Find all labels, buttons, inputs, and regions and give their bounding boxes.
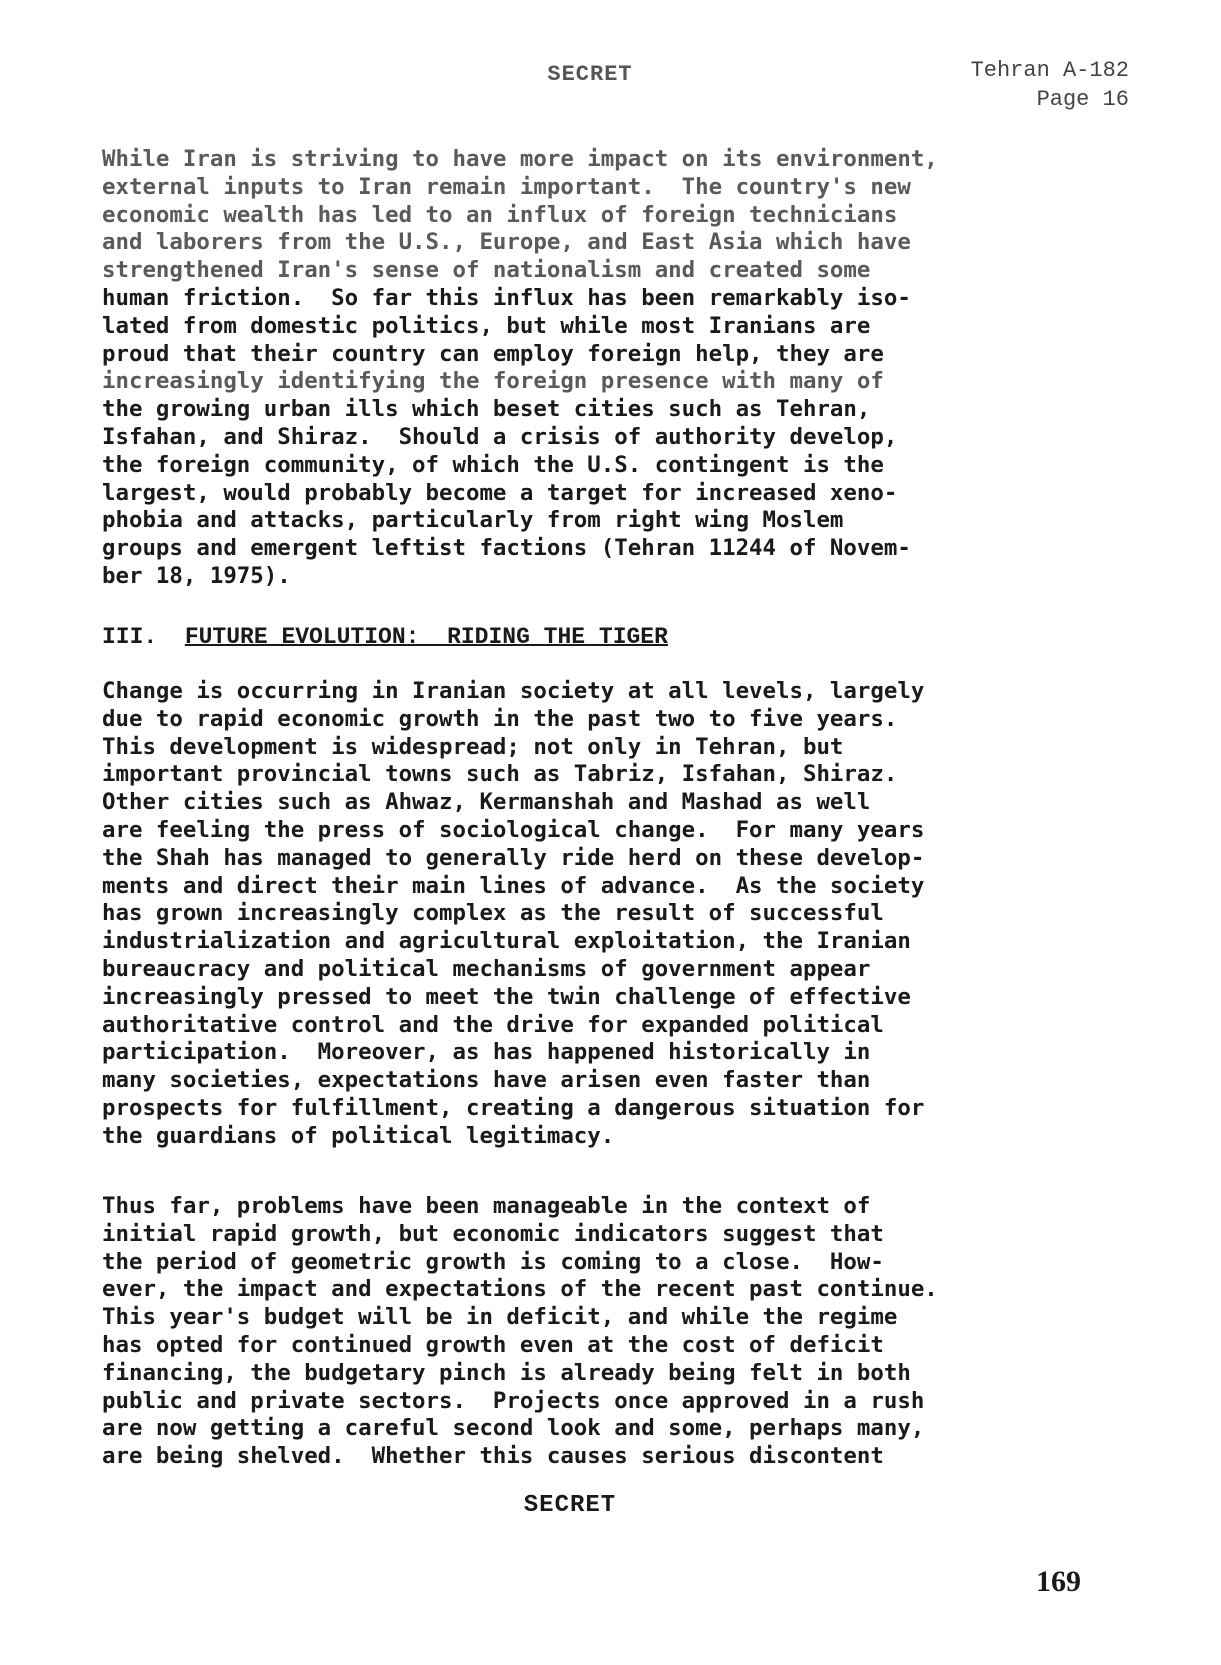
text-line: participation. Moreover, as has happened historically in — [102, 1039, 871, 1066]
text-line: are being shelved. Whether this causes serious discontent — [102, 1443, 884, 1470]
section-heading — [102, 624, 668, 650]
paragraph-economic-outlook — [102, 1193, 1142, 1471]
text-line: the period of geometric growth is coming to a close. How- — [102, 1248, 884, 1275]
text-line: industrialization and agricultural exploitation, the Iranian — [102, 928, 911, 955]
text-line: proud that their country can employ foreign help, they are — [102, 340, 884, 367]
text-line: the growing urban ills which beset cities such as Tehran, — [102, 396, 871, 423]
text-line: public and private sectors. Projects once approved in a rush — [102, 1387, 925, 1414]
text-line: human friction. So far this influx has been remarkably iso- — [102, 284, 911, 311]
text-line: lated from domestic politics, but while most Iranians are — [102, 312, 871, 339]
text-line: ever, the impact and expectations of the recent past continue. — [102, 1276, 938, 1303]
text-line: groups and emergent leftist factions (Tehran 11244 of Novem- — [102, 535, 911, 562]
page-number: 169 — [1036, 1565, 1081, 1598]
text-line: the guardians of political legitimacy. — [102, 1122, 615, 1149]
section-title: FUTURE EVOLUTION: RIDING THE TIGER — [184, 624, 668, 650]
text-line: has grown increasingly complex as the result of successful — [102, 900, 884, 927]
text-line: ments and direct their main lines of advance. As the society — [102, 872, 925, 899]
text-line: the Shah has managed to generally ride herd on these develop- — [102, 844, 925, 871]
text-line: Change is occurring in Iranian society at all levels, largely — [102, 678, 925, 704]
text-line: This development is widespread; not only in Tehran, but — [102, 733, 844, 760]
top-classification-marking: SECRET — [547, 62, 633, 87]
text-line: and laborers from the U.S., Europe, and East Asia which have — [102, 229, 911, 256]
text-line: Isfahan, and Shiraz. Should a crisis of authority develop, — [102, 423, 898, 450]
text-line: largest, would probably become a target for increased xeno- — [102, 479, 898, 506]
text-line: Thus far, problems have been manageable in the context of — [102, 1193, 871, 1219]
text-line: economic wealth has led to an influx of foreign technicians — [102, 201, 898, 228]
page-label: Page 16 — [1036, 87, 1129, 112]
paragraph-foreign-influx — [102, 146, 1142, 591]
text-line: are now getting a careful second look and some, perhaps many, — [102, 1415, 925, 1442]
text-line: strengthened Iran's sense of nationalism and created some — [102, 257, 871, 284]
text-line: phobia and attacks, particularly from right wing Moslem — [102, 507, 844, 534]
section-number: III. — [102, 624, 158, 650]
document-reference-block — [971, 56, 1129, 114]
text-line: initial rapid growth, but economic indicators suggest that — [102, 1220, 884, 1247]
text-line: increasingly identifying the foreign presence with many of — [102, 368, 884, 395]
text-line: authoritative control and the drive for expanded political — [102, 1011, 884, 1038]
text-line: many societies, expectations have arisen even faster than — [102, 1067, 871, 1094]
airgram-reference: Tehran A-182 — [970, 58, 1129, 83]
text-line: increasingly pressed to meet the twin challenge of effective — [102, 983, 911, 1010]
text-line: has opted for continued growth even at the cost of deficit — [102, 1331, 884, 1358]
text-line: prospects for fulfillment, creating a dangerous situation for — [102, 1094, 925, 1121]
paragraph-societal-change — [102, 678, 1142, 1151]
text-line: This year's budget will be in deficit, and while the regime — [102, 1304, 898, 1331]
text-line: are feeling the press of sociological change. For many years — [102, 816, 925, 843]
text-line: Other cities such as Ahwaz, Kermanshah and Mashad as well — [102, 789, 871, 816]
bottom-classification-marking: SECRET — [523, 1492, 617, 1519]
text-line: financing, the budgetary pinch is already being felt in both — [102, 1359, 911, 1386]
text-line: due to rapid economic growth in the past two to five years. — [102, 705, 898, 732]
text-line: ber 18, 1975). — [102, 562, 291, 589]
text-line: the foreign community, of which the U.S. contingent is the — [102, 451, 884, 478]
text-line: While Iran is striving to have more impact on its environment, — [102, 146, 938, 172]
text-line: important provincial towns such as Tabriz, Isfahan, Shiraz. — [102, 761, 898, 788]
text-line: external inputs to Iran remain important. The country's new — [102, 173, 911, 200]
text-line: bureaucracy and political mechanisms of government appear — [102, 955, 871, 982]
